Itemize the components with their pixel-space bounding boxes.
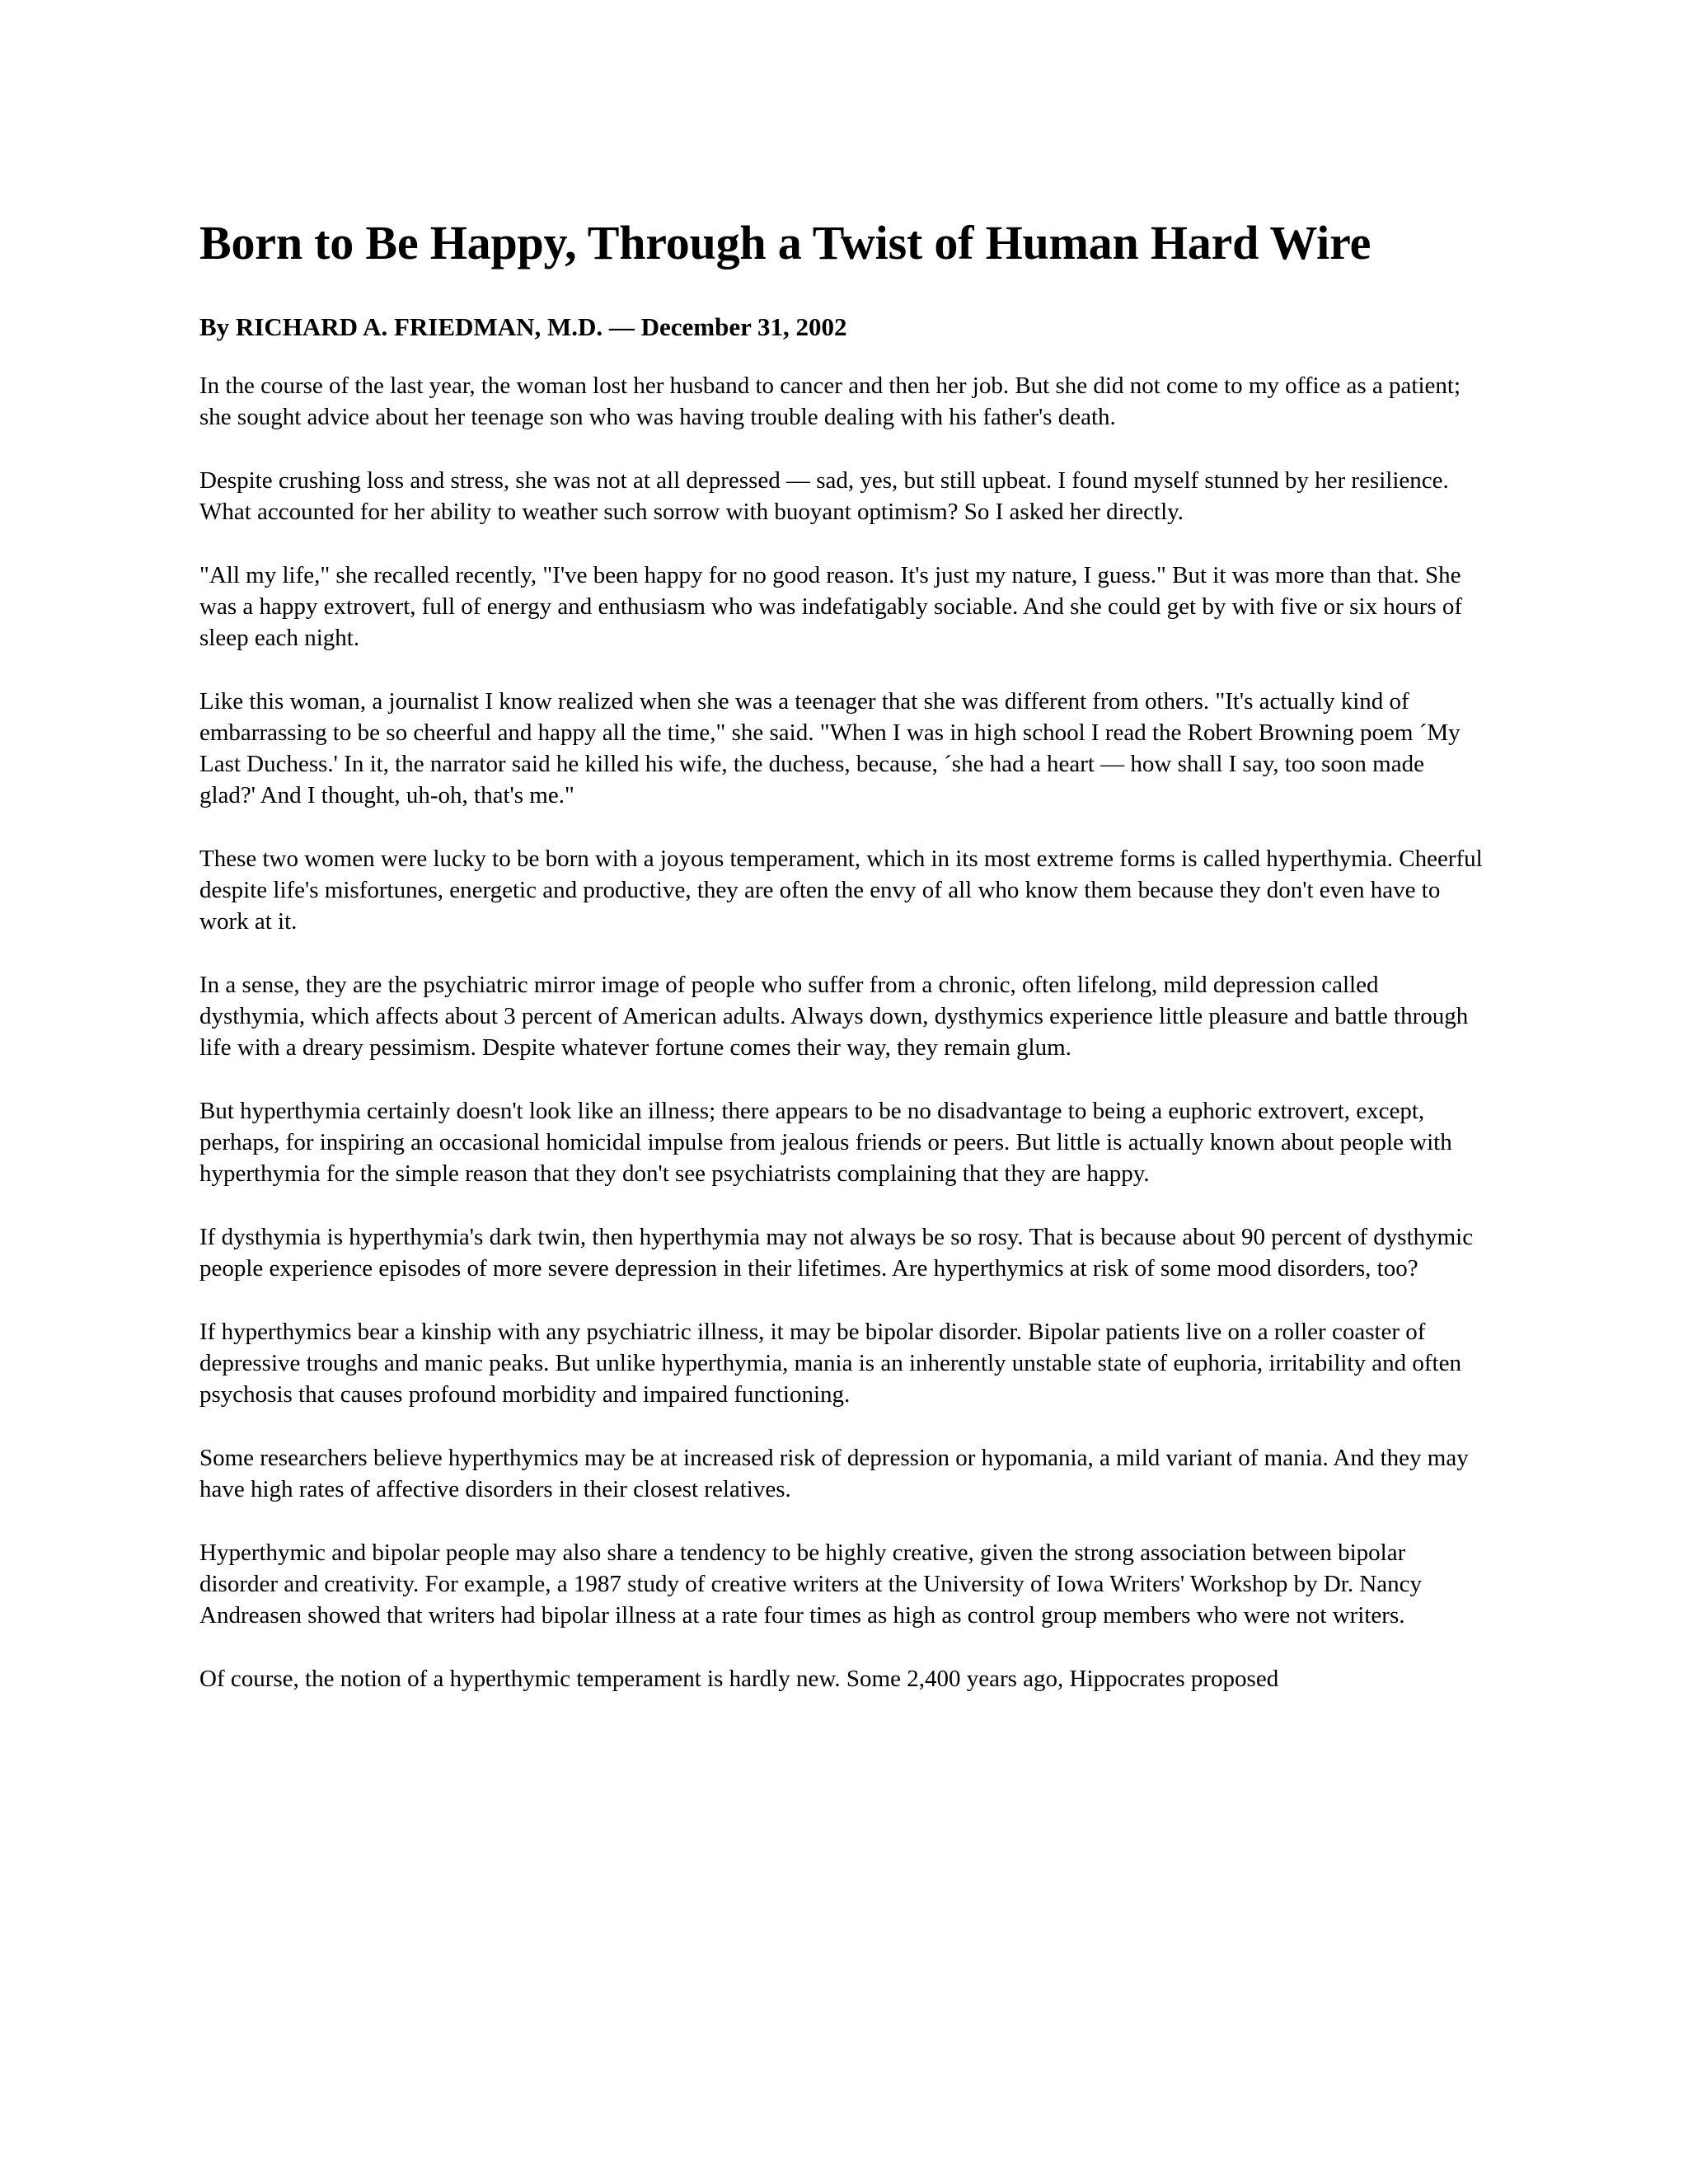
article-paragraph-8: If dysthymia is hyperthymia's dark twin, then hyperthymia may not always be so rosy. That is because about 90 percent of dysthymic people experience episodes of more severe depression in their lifetimes. Are hyperthymics at risk of some mood disorders, too? [199, 1224, 1474, 1282]
article-paragraph-3: "All my life," she recalled recently, "I've been happy for no good reason. It's just my nature, I guess." But it was more than that. She was a happy extrovert, full of energy and enthusiasm who was indefatigably sociable. And she could get by with five or six hours of sleep each night. [199, 562, 1463, 651]
article-paragraph-10: Some researchers believe hyperthymics may be at increased risk of depression or hypomania, a mild variant of mania. And they may have high rates of affective disorders in their closest relatives. [199, 1445, 1469, 1502]
article-paragraph-7: But hyperthymia certainly doesn't look like an illness; there appears to be no disadvantage to being a euphoric extrovert, except, perhaps, for inspiring an occasional homicidal impulse from jealous friends or peers. But little is actually known about people with hyperthymia for the simple reason that they don't see psychiatrists complaining that they are happy. [199, 1098, 1452, 1187]
article-paragraph-11: Hyperthymic and bipolar people may also share a tendency to be highly creative, given the strong association between bipolar disorder and creativity. For example, a 1987 study of creative writers at the University of Iowa Writers' Workshop by Dr. Nancy Andreasen showed that writers had bipolar illness at a rate four times as high as control group members who were not writers. [199, 1540, 1423, 1629]
article-body [199, 370, 1485, 1694]
article-paragraph-5: These two women were lucky to be born with a joyous temperament, which in its most extreme forms is called hyperthymia. Cheerful despite life's misfortunes, energetic and productive, they are often the envy of all who know them because they don't even have to work at it. [199, 846, 1483, 935]
article-paragraph-2: Despite crushing loss and stress, she was not at all depressed — sad, yes, but still upbeat. I found myself stunned by her resilience. What accounted for her ability to weather such sorrow with buoyant optimism? So I asked her directly. [199, 467, 1449, 525]
article-paragraph-12: Of course, the notion of a hyperthymic temperament is hardly new. Some 2,400 years ago, Hippocrates proposed [199, 1666, 1279, 1692]
article-paragraph-6: In a sense, they are the psychiatric mirror image of people who suffer from a chronic, often lifelong, mild depression called dysthymia, which affects about 3 percent of American adults. Always down, dysthymics experience little pleasure and battle through life with a dreary pessimism. Despite whatever fortune comes their way, they remain glum. [199, 972, 1469, 1061]
article-title: Born to Be Happy, Through a Twist of Human Hard Wire [199, 216, 1372, 269]
article-paragraph-9: If hyperthymics bear a kinship with any psychiatric illness, it may be bipolar disorder. Bipolar patients live on a roller coaster of depressive troughs and manic peaks. But unlike hyperthymia, mania is an inherently unstable state of euphoria, irritability and often psychosis that causes profound morbidity and impaired functioning. [199, 1319, 1461, 1408]
article-paragraph-1: In the course of the last year, the woman lost her husband to cancer and then her job. But she did not come to my office as a patient; she sought advice about her teenage son who was having trouble dealing with his father's death. [199, 373, 1461, 430]
article-paragraph-4: Like this woman, a journalist I know realized when she was a teenager that she was different from others. "It's actually kind of embarrassing to be so cheerful and happy all the time," she said. "When I was in high school I read the Robert Browning poem ´My Last Duchess.' In it, the narrator said he killed his wife, the duchess, because, ´she had a heart — how shall I say, too soon made glad?' And I thought, uh-oh, that's me." [199, 688, 1461, 808]
article-page [199, 214, 1485, 1727]
article-byline: By RICHARD A. FRIEDMAN, M.D. — December 31, 2002 [199, 312, 847, 341]
